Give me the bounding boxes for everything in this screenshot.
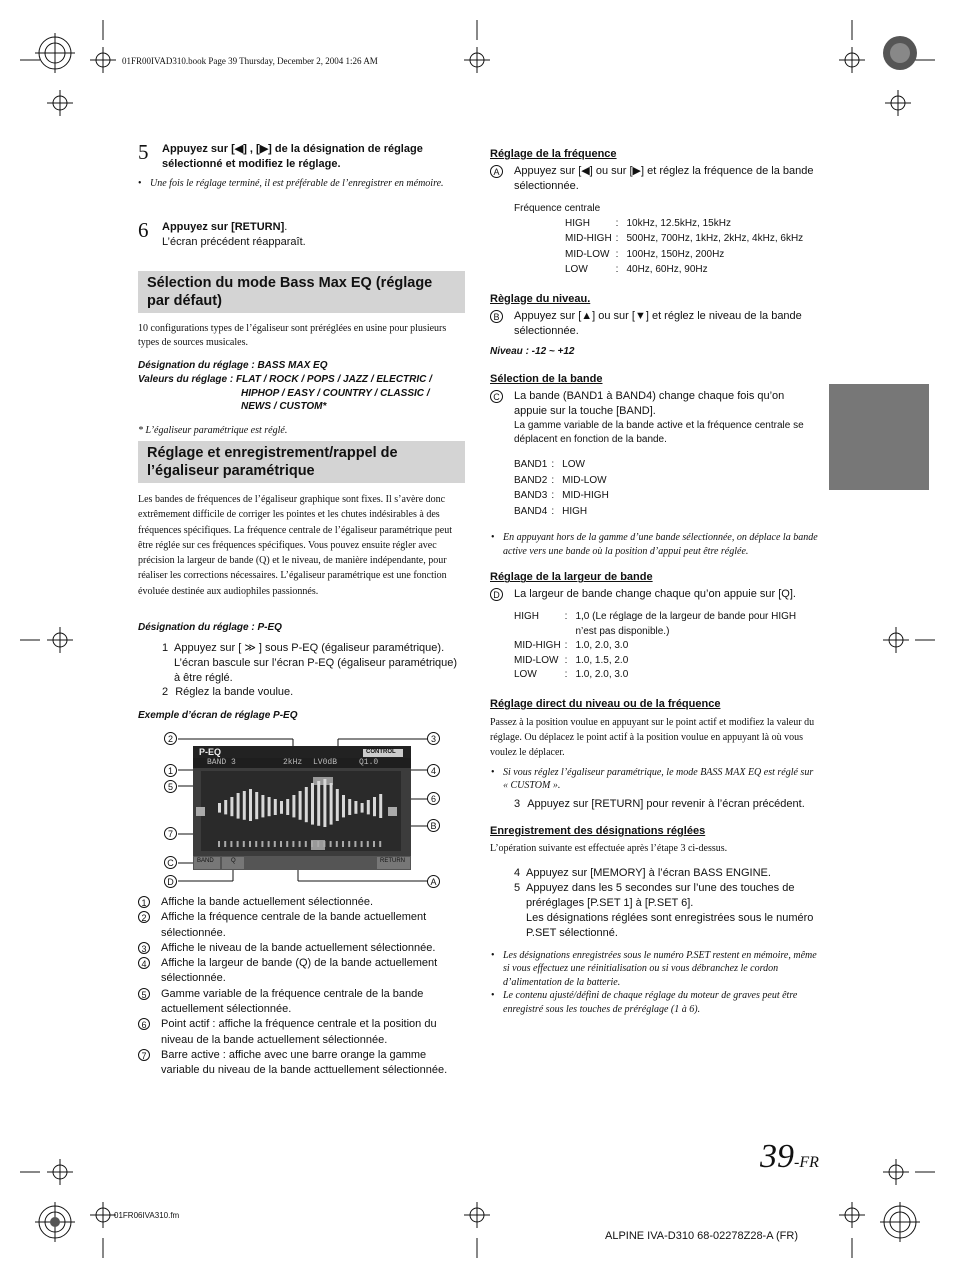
legend-item <box>138 941 465 956</box>
eq-bar <box>218 803 221 813</box>
table-row <box>514 654 814 669</box>
legend-number: 2 <box>138 911 150 923</box>
eq-bar <box>243 791 246 820</box>
table-cell: : <box>564 640 568 652</box>
eq-tick <box>274 841 276 847</box>
width-title: Réglage de la largeur de bande <box>490 571 653 584</box>
table-cell: : <box>564 669 568 681</box>
eq-tick <box>373 841 375 847</box>
eq-bar <box>367 800 370 814</box>
legend-number: 7 <box>138 1049 150 1061</box>
direct-text: Passez à la position voulue en appuyant sur le point actif et modifiez la valeur du réglage. Ou déplacez le point actif à la position voulue en appuyant là où vous voulez le déplacer. <box>490 716 815 759</box>
eq-bar <box>342 795 345 817</box>
callout-5: 5 <box>164 780 177 793</box>
table-cell: HIGH <box>562 505 588 517</box>
table-cell: 500Hz, 700Hz, 1kHz, 2kHz, 4kHz, 6kHz <box>626 233 804 245</box>
save-title: Enregistrement des désignations réglées <box>490 824 706 837</box>
eq-bar <box>323 779 326 827</box>
step-4: 4 Appuyez sur [MEMORY] à l’écran BASS ENGINE. <box>514 866 771 879</box>
save-note-1: • Les désignations enregistrées sous le numéro P.SET restent en mémoire, même si vous effectuez une réinitialisation ou si vous débranchez le cordon d’alimentation de la batterie. <box>503 949 820 990</box>
legend-text: Affiche la bande actuellement sélectionnée. <box>161 896 373 908</box>
table-cell: : <box>615 248 619 260</box>
eq-bar <box>330 783 333 825</box>
up-arrow-icon: ▲ <box>581 309 593 322</box>
down-arrow-icon: ▼ <box>634 309 646 322</box>
section2-body: Les bandes de fréquences de l’égaliseur graphique sont fixes. Il s’avère donc extrêmement difficile de corriger les pointes et les chutes indésirables à des fréquences spécifiques. La fréquence centrale de l’égaliseur paramétrique peut être réglée sur ces fréquences spécifiques. Vous pouvez ensuite régler avec précision la largeur de bande (Q) et le niveau, de manière indépendante, pour réaliser les corrections nécessaires. L’égaliseur paramétrique est une fonction évoluée destinée aux audiophiles passionnés. <box>138 494 452 597</box>
table-cell: MID-HIGH <box>562 490 609 502</box>
eq-bar <box>292 795 295 817</box>
eq-tick <box>354 841 356 847</box>
eq-tick <box>268 841 270 847</box>
table-cell: BAND3 <box>514 490 548 502</box>
eq-bar <box>237 793 240 819</box>
table-cell: 10kHz, 12.5kHz, 15kHz <box>626 217 731 229</box>
right-arrow-icon: ▶ <box>632 165 641 177</box>
footer-file: 01FR06IVA310.fm <box>114 1211 180 1220</box>
direct-title: Réglage direct du niveau ou de la fréquence <box>490 697 721 710</box>
legend-item <box>138 1048 465 1079</box>
table-cell: : <box>551 490 555 502</box>
legend-number: 6 <box>138 1018 150 1030</box>
legend-text: Affiche le niveau de la bande actuellement sélectionnée. <box>161 941 436 954</box>
eq-tick <box>280 841 282 847</box>
legend-text: Affiche la fréquence centrale de la bande actuellement sélectionnée. <box>161 911 427 939</box>
table-row <box>514 668 814 683</box>
table-row <box>565 231 803 247</box>
eq-bar <box>280 801 283 814</box>
step5-note: • Une fois le réglage terminé, il est préférable de l’enregistrer en mémoire. <box>150 177 468 191</box>
step-5b: 5 Appuyez dans les 5 secondes sur l’une des touches de préréglages [P.SET 1] à [P.SET 6]. Les désignations réglées sont enregistrées sous le numéro P.SET sélectionné. <box>514 881 814 939</box>
right-column <box>490 147 820 1017</box>
eq-bar <box>317 781 320 826</box>
save-note-2: • Le contenu ajusté/défini de chaque réglage du moteur de graves peut être enregistré sous les touches de préréglage (1 à 6). <box>503 989 820 1016</box>
level-range: Niveau : -12 ~ +12 <box>490 345 575 357</box>
freq-table <box>565 216 803 278</box>
eq-tick <box>218 841 220 847</box>
legend-text: Gamme variable de la fréquence centrale de la bande actuellement sélectionnée. <box>161 987 424 1016</box>
eq-bar <box>348 799 351 815</box>
freq-title: Réglage de la fréquence <box>490 148 617 160</box>
step-number: 6 <box>138 218 149 242</box>
step-6: 6 Appuyez sur [RETURN]. L’écran précédent réapparaît. <box>138 218 306 248</box>
legend-item <box>138 895 465 910</box>
table-cell: MID-LOW <box>562 474 607 486</box>
band-display: BAND 3 <box>207 758 236 767</box>
table-row <box>514 488 609 504</box>
table-row <box>514 473 609 489</box>
eq-bar <box>361 803 364 813</box>
step5-text: Appuyez sur [ <box>162 143 235 155</box>
section2-designation: Désignation du réglage : P-EQ <box>138 622 282 633</box>
eq-tick <box>243 841 245 847</box>
control-button: CONTROL <box>366 749 396 755</box>
eq-tick <box>311 841 313 847</box>
band-instruction: C La bande (BAND1 à BAND4) change chaque fois qu’on appuie sur la touche [BAND]. La gamme variable de la bande active et la fréquence centrale se déplacent en fonction de la bande. <box>490 389 820 447</box>
eq-bar <box>261 795 264 817</box>
eq-tick <box>348 841 350 847</box>
section1-values: Valeurs du réglage : FLAT / ROCK / POPS / JAZZ / ELECTRIC / HIPHOP / EASY / COUNTRY / CLASSIC / NEWS / CUSTOM* <box>138 374 432 413</box>
eq-tick <box>224 841 226 847</box>
callout-4: 4 <box>427 764 440 777</box>
eq-bar <box>311 783 314 825</box>
table-cell: LOW <box>565 264 588 276</box>
marker-c: C <box>490 390 503 403</box>
legend-item <box>138 987 465 1018</box>
eq-tick <box>230 841 232 847</box>
table-cell: MID-HIGH <box>565 233 612 245</box>
chapter-tab <box>829 384 929 490</box>
width-instruction: D La largeur de bande change chaque qu’on appuie sur [Q]. <box>490 587 820 602</box>
eq-bar <box>379 794 382 818</box>
direct-note: • Si vous réglez l’égaliseur paramétrique, le mode BASS MAX EQ est réglé sur « CUSTOM ». <box>503 766 820 793</box>
legend-number: 1 <box>138 896 150 908</box>
save-text: L’opération suivante est effectuée après l’étape 3 ci-dessus. <box>490 842 728 854</box>
eq-bar <box>354 801 357 814</box>
callout-7: 7 <box>164 827 177 840</box>
eq-tick <box>336 841 338 847</box>
eq-bar <box>286 799 289 815</box>
return-button: RETURN <box>380 858 405 864</box>
level-display: LV0dB <box>313 758 338 767</box>
eq-bar <box>249 789 252 821</box>
legend-item <box>138 956 465 987</box>
eq-tick <box>330 841 332 847</box>
step-5: 5 Appuyez sur [◀] , [▶] de la désignation de réglage sélectionné et modifiez le réglage. • Une fois le réglage terminé, il est préférable de l’enregistrer en mémoire. <box>138 142 468 191</box>
peq-step-2: 2 Réglez la bande voulue. <box>162 686 294 698</box>
table-row <box>514 504 609 520</box>
table-cell: : <box>551 459 555 471</box>
eq-bar <box>230 797 233 816</box>
legend-number: 4 <box>138 957 150 969</box>
level-instruction: B Appuyez sur [▲] ou sur [▼] et réglez le niveau de la bande sélectionnée. <box>490 309 820 339</box>
screen-title: P-EQ <box>199 747 222 757</box>
table-cell: 1.0, 1.5, 2.0 <box>575 654 629 666</box>
table-cell: : <box>615 233 619 245</box>
callout-6: 6 <box>427 792 440 805</box>
eq-tick <box>299 841 301 847</box>
left-arrow-icon: ◀ <box>581 165 590 177</box>
eq-tick <box>249 841 251 847</box>
eq-bar <box>268 797 271 816</box>
table-cell: HIGH <box>565 217 590 229</box>
callout-b: B <box>427 819 440 832</box>
table-row <box>514 639 814 654</box>
right-arrow-icon: ▶ <box>259 143 269 155</box>
table-cell: 100Hz, 150Hz, 200Hz <box>626 248 725 260</box>
eq-tick <box>305 841 307 847</box>
table-cell: MID-HIGH <box>514 640 561 652</box>
table-cell: 1,0 (Le réglage de la largeur de bande pour HIGH n’est pas disponible.) <box>575 611 797 637</box>
step-number: 5 <box>138 140 149 164</box>
peq-step-1: 1 Appuyez sur [ ≫ ] sous P-EQ (égaliseur paramétrique). L’écran bascule sur l’écran P-EQ (égaliseur paramétrique) à être réglé. <box>162 642 458 684</box>
table-row <box>514 457 609 473</box>
band-title: Sélection de la bande <box>490 373 603 386</box>
table-cell: : <box>615 264 619 276</box>
legend-item <box>138 910 465 941</box>
peq-example-label: Exemple d’écran de réglage P-EQ <box>138 710 298 721</box>
footer-model: ALPINE IVA-D310 68-02278Z28-A (FR) <box>605 1230 798 1242</box>
eq-bar <box>299 791 302 820</box>
table-row <box>565 262 803 278</box>
eq-tick <box>286 841 288 847</box>
eq-tick <box>292 841 294 847</box>
legend-text: Affiche la largeur de bande (Q) de la bande actuellement sélectionnée. <box>161 957 438 985</box>
table-cell: LOW <box>562 459 585 471</box>
eq-tick <box>361 841 363 847</box>
eq-bar <box>255 792 258 819</box>
table-row <box>514 610 814 639</box>
callout-1: 1 <box>164 764 177 777</box>
callout-3: 3 <box>427 732 440 745</box>
band-table <box>514 457 609 519</box>
section-title-peq: Réglage et enregistrement/rappel de l’égaliseur paramétrique <box>138 441 465 483</box>
eq-tick <box>323 841 325 847</box>
table-cell: LOW <box>514 669 537 681</box>
section1-body: 10 configurations types de l’égaliseur sont préréglées en usine pour plusieurs types de sources musicales. <box>138 323 447 348</box>
freq-center-label: Fréquence centrale <box>514 203 601 214</box>
eq-bar <box>224 800 227 814</box>
freq-display: 2kHz <box>283 758 303 767</box>
band-button: BAND <box>197 858 214 864</box>
width-table <box>514 610 814 683</box>
eq-tick <box>367 841 369 847</box>
eq-bar <box>336 789 339 821</box>
freq-instruction: A Appuyez sur [◀] ou sur [▶] et réglez la fréquence de la bande sélectionnée. <box>490 164 820 194</box>
section1-designation: Désignation du réglage : BASS MAX EQ <box>138 360 328 371</box>
legend-number: 5 <box>138 988 150 1000</box>
legend-text: Barre active : affiche avec une barre orange la gamme variable du niveau de la bande acttuellement sélectionnée. <box>161 1048 448 1077</box>
table-cell: : <box>564 654 568 666</box>
eq-bar <box>274 799 277 815</box>
legend-text: Point actif : affiche la fréquence centrale et la position du niveau de la bande actuellement sélectionnée. <box>161 1018 437 1046</box>
q-display: Q1.0 <box>359 758 379 767</box>
marker-d: D <box>490 588 503 601</box>
eq-tick <box>342 841 344 847</box>
eq-tick <box>255 841 257 847</box>
table-cell: 1.0, 2.0, 3.0 <box>575 640 629 652</box>
legend-item <box>138 1017 465 1048</box>
section-title-bassmax: Sélection du mode Bass Max EQ (réglage par défaut) <box>138 271 465 313</box>
table-cell: BAND4 <box>514 505 548 517</box>
legend-number: 3 <box>138 942 150 954</box>
table-cell: 40Hz, 60Hz, 90Hz <box>626 264 708 276</box>
marker-a: A <box>490 165 503 178</box>
callout-2: 2 <box>164 732 177 745</box>
band-note: • En appuyant hors de la gamme d’une bande sélectionnée, on déplace la bande active vers une bande où la position d’appui peut être réglée. <box>503 531 820 558</box>
eq-tick <box>237 841 239 847</box>
table-cell: BAND2 <box>514 474 548 486</box>
table-cell: : <box>615 217 619 229</box>
eq-tick <box>317 841 319 847</box>
level-title: Règlage du niveau. <box>490 292 591 305</box>
page-number: 39-FR <box>760 1138 819 1175</box>
eq-tick <box>379 841 381 847</box>
table-cell: BAND1 <box>514 459 548 471</box>
callout-a: A <box>427 875 440 888</box>
table-cell: : <box>564 611 568 623</box>
callout-d: D <box>164 875 177 888</box>
eq-tick <box>261 841 263 847</box>
callout-c: C <box>164 856 177 869</box>
table-cell: MID-LOW <box>514 654 559 666</box>
table-cell: HIGH <box>514 611 539 623</box>
eq-bar <box>305 787 308 822</box>
table-cell: 1.0, 2.0, 3.0 <box>575 669 629 681</box>
table-row <box>565 216 803 232</box>
section1-footnote: * L’égaliseur paramétrique est réglé. <box>138 425 288 436</box>
peq-screen-illustration <box>163 729 453 891</box>
screen-legend <box>138 895 465 1079</box>
eq-bar <box>373 797 376 816</box>
q-button: Q <box>231 858 236 864</box>
table-row <box>565 247 803 263</box>
table-cell: MID-LOW <box>565 248 610 260</box>
marker-b: B <box>490 310 503 323</box>
table-cell: : <box>551 474 555 486</box>
table-cell: : <box>551 505 555 517</box>
left-arrow-icon: ◀ <box>234 143 244 155</box>
step-3: 3 Appuyez sur [RETURN] pour revenir à l’écran précédent. <box>514 797 805 810</box>
header-meta: 01FR00IVAD310.book Page 39 Thursday, December 2, 2004 1:26 AM <box>122 56 378 66</box>
